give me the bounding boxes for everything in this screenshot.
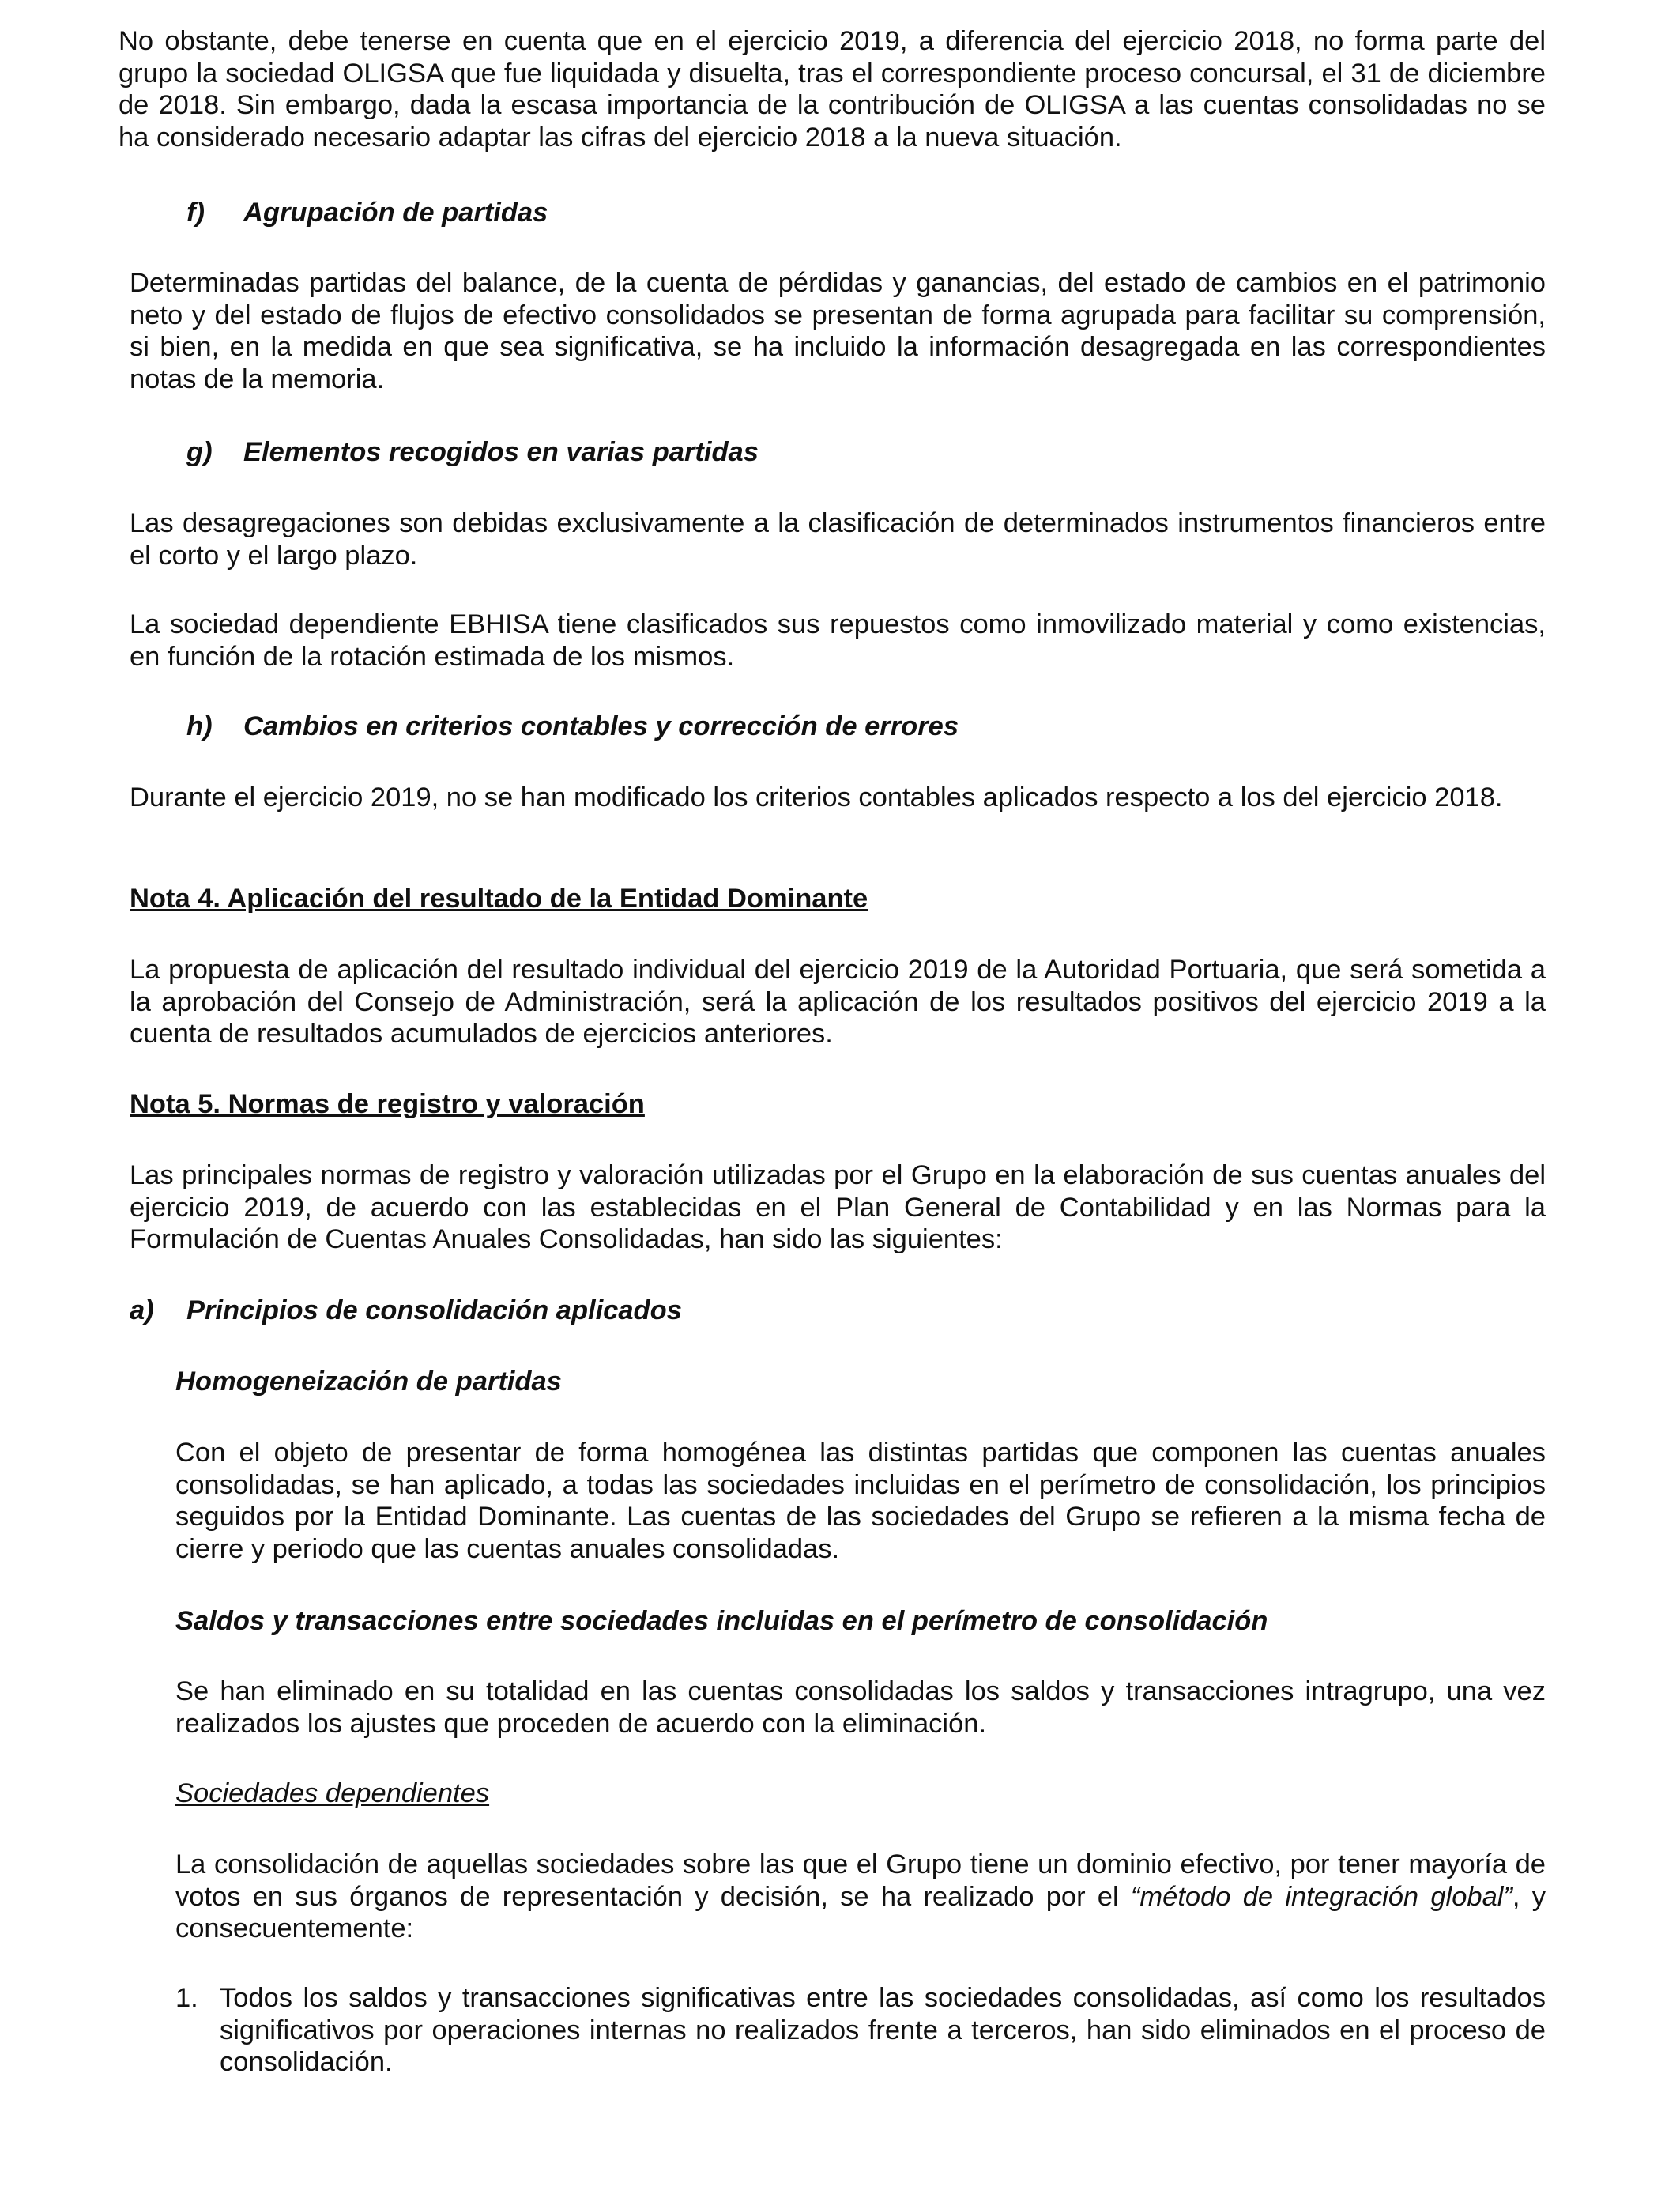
section-f-heading (186, 197, 548, 229)
dependientes-text-end: , y consecuentemente: (175, 1881, 1546, 1943)
nota-5-heading: Nota 5. Normas de registro y valoración (130, 1089, 645, 1119)
section-h-label: h) (186, 711, 213, 741)
section-f-label: f) (186, 198, 205, 228)
section-g-heading (186, 436, 759, 469)
list-item-number: 1. (175, 1983, 198, 2013)
section-f-title: Agrupación de partidas (243, 198, 548, 228)
section-f-paragraph: Determinadas partidas del balance, de la cuenta de pérdidas y ganancias, del estado de cambios en el patrimonio neto y del estado de flujos de efectivo consolidados se presentan de forma agrupada para facilitar su comprensión, si bien, en la medida en que sea significativa, se ha incluido la información desagregada en las correspondientes notas de la memoria. (130, 268, 1546, 394)
section-a-title: Principios de consolidación aplicados (186, 1295, 682, 1325)
section-h-heading (186, 711, 959, 743)
dependientes-text-start: La consolidación de aquellas sociedades sobre las que el Grupo tiene un dominio efectivo, por tener mayoría de votos en sus órganos de representación y decisión, se ha realizado por el (175, 1849, 1546, 1912)
saldos-heading: Saldos y transacciones entre sociedades incluidas en el perímetro de consolidación (175, 1606, 1268, 1636)
intro-paragraph: No obstante, debe tenerse en cuenta que en el ejercicio 2019, a diferencia del ejercicio 2018, no forma parte del grupo la sociedad OLIGSA que fue liquidada y disuelta, tras el correspondiente proceso concursal, el 31 de diciembre de 2018. Sin embargo, dada la escasa importancia de la contribución de OLIGSA a las cuentas consolidadas no se ha considerado necesario adaptar las cifras del ejercicio 2018 a la nueva situación. (119, 26, 1546, 153)
section-a-label: a) (130, 1295, 154, 1325)
nota-4-heading: Nota 4. Aplicación del resultado de la Entidad Dominante (130, 884, 868, 914)
section-g-paragraph-1: Las desagregaciones son debidas exclusivamente a la clasificación de determinados instrumentos financieros entre el corto y el largo plazo. (130, 508, 1546, 571)
section-h-title: Cambios en criterios contables y corrección de errores (243, 711, 959, 741)
metodo-integracion-global: “método de integración global” (1130, 1881, 1512, 1912)
sociedades-dependientes-paragraph (175, 1849, 1546, 1945)
sociedades-dependientes-heading: Sociedades dependientes (175, 1778, 490, 1808)
nota-4-paragraph: La propuesta de aplicación del resultado individual del ejercicio 2019 de la Autoridad Portuaria, que será sometida a la aprobación del Consejo de Administración, será la aplicación de los resultados positivos del ejercicio 2019 a la cuenta de resultados acumulados de ejercicios anteriores. (130, 955, 1546, 1049)
section-g-paragraph-2: La sociedad dependiente EBHISA tiene clasificados sus repuestos como inmovilizado material y como existencias, en función de la rotación estimada de los mismos. (130, 609, 1546, 672)
saldos-paragraph: Se han eliminado en su totalidad en las cuentas consolidadas los saldos y transacciones intragrupo, una vez realizados los ajustes que proceden de acuerdo con la eliminación. (175, 1676, 1546, 1739)
section-a-heading (130, 1295, 682, 1327)
homogeneizacion-paragraph: Con el objeto de presentar de forma homogénea las distintas partidas que componen las cuentas anuales consolidadas, se han aplicado, a todas las sociedades incluidas en el perímetro de consolidación, los principios seguidos por la Entidad Dominante. Las cuentas de las sociedades del Grupo se refieren a la misma fecha de cierre y periodo que las cuentas anuales consolidadas. (175, 1438, 1546, 1564)
homogeneizacion-heading: Homogeneización de partidas (175, 1367, 562, 1397)
nota-5-paragraph: Las principales normas de registro y valoración utilizadas por el Grupo en la elaboración de sus cuentas anuales del ejercicio 2019, de acuerdo con las establecidas en el Plan General de Contabilidad y en las Normas para la Formulación de Cuentas Anuales Consolidadas, han sido las siguientes: (130, 1160, 1546, 1254)
section-h-paragraph: Durante el ejercicio 2019, no se han modificado los criterios contables aplicados respecto a los del ejercicio 2018. (130, 782, 1503, 812)
section-g-label: g) (186, 437, 213, 467)
list-item-text: Todos los saldos y transacciones significativas entre las sociedades consolidadas, así como los resultados significativos por operaciones internas no realizados frente a terceros, han sido eliminados en el proceso de consolidación. (220, 1983, 1546, 2077)
section-g-title: Elementos recogidos en varias partidas (243, 437, 759, 467)
